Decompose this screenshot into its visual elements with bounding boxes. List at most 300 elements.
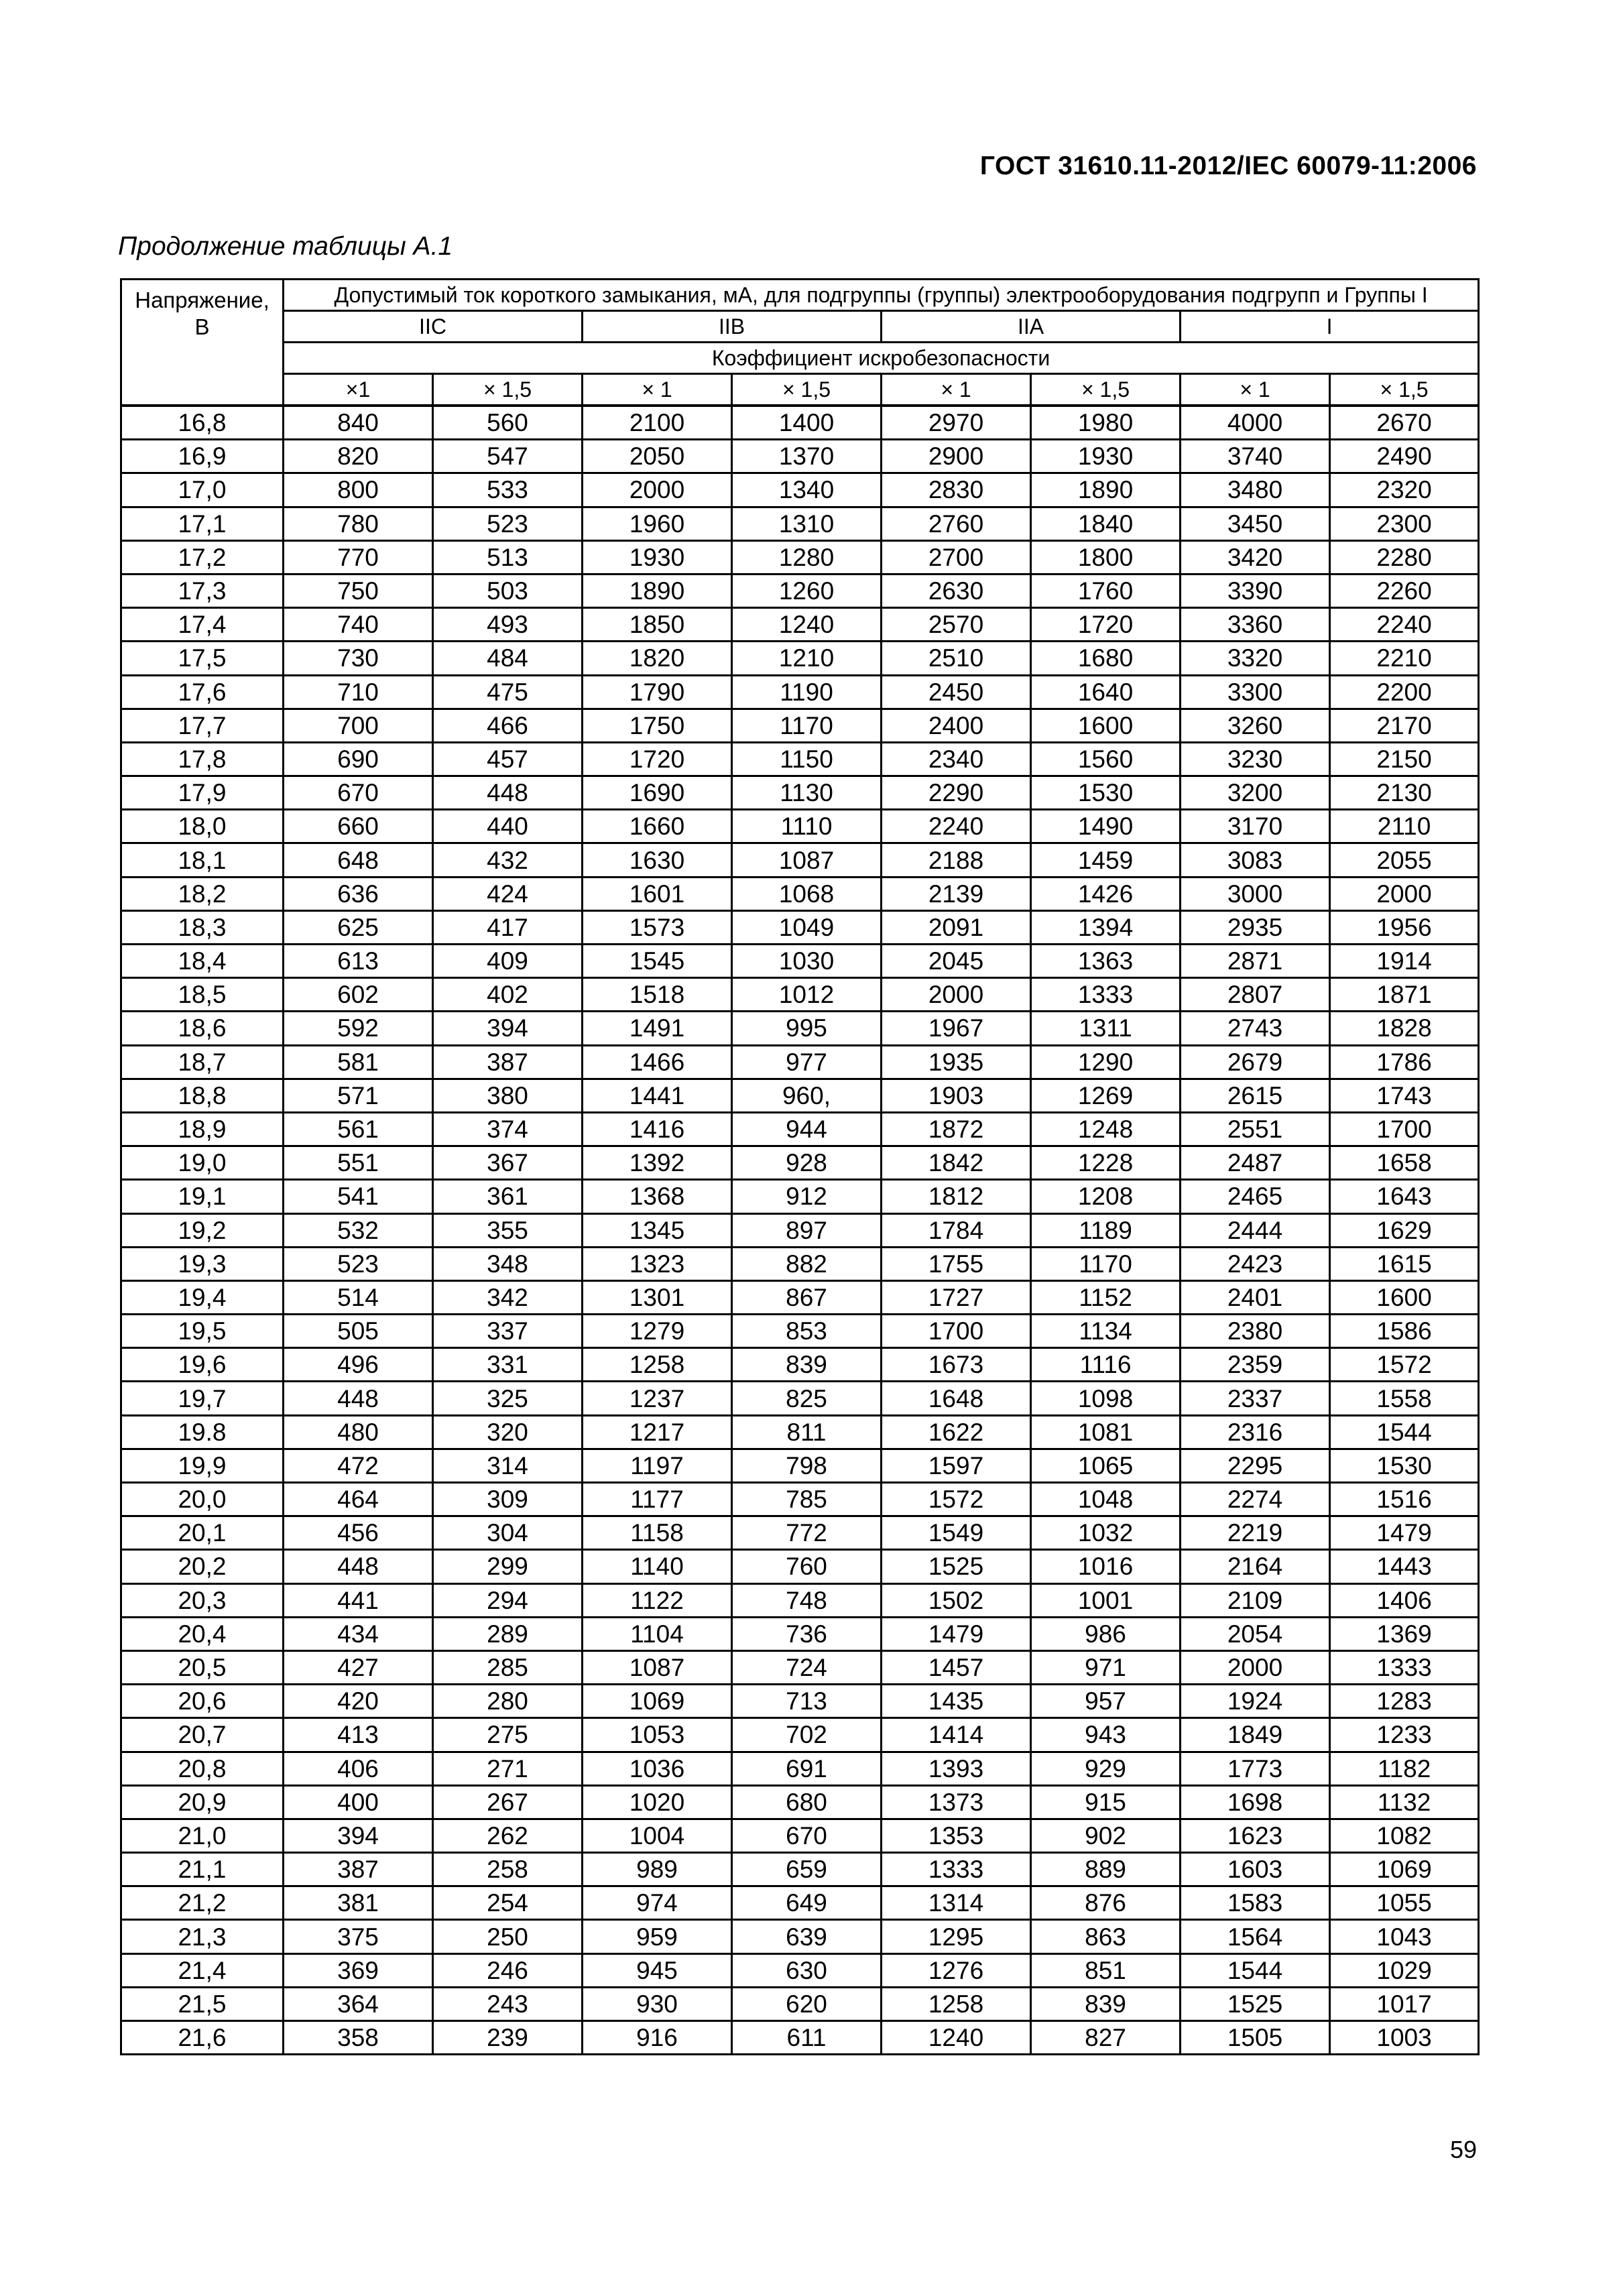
current-cell: 402: [433, 978, 583, 1012]
current-cell: 523: [284, 1247, 433, 1280]
current-cell: 361: [433, 1180, 583, 1213]
current-cell: 2000: [882, 978, 1031, 1012]
current-cell: 581: [284, 1045, 433, 1079]
current-cell: 1414: [882, 1718, 1031, 1752]
table-row: [121, 608, 1479, 642]
current-cell: 2109: [1181, 1583, 1330, 1617]
voltage-header-line-1: Напряжение,: [135, 288, 269, 312]
current-cell: 780: [284, 507, 433, 540]
current-cell: 1116: [1031, 1348, 1181, 1382]
current-cell: 4000: [1181, 406, 1330, 440]
current-cell: 1479: [882, 1617, 1031, 1650]
table-row: [121, 507, 1479, 540]
current-cell: 876: [1031, 1886, 1181, 1920]
table-row: [121, 1685, 1479, 1718]
factor-header: × 1,5: [433, 374, 583, 406]
current-cell: 304: [433, 1516, 583, 1550]
current-cell: 1760: [1031, 574, 1181, 607]
current-cell: 271: [433, 1752, 583, 1785]
voltage-cell: 18,5: [121, 978, 284, 1012]
voltage-cell: 16,9: [121, 440, 284, 473]
current-cell: 989: [583, 1853, 732, 1886]
table-caption: Продолжение таблицы А.1: [118, 232, 453, 261]
current-cell: 2295: [1181, 1449, 1330, 1482]
current-cell: 1800: [1031, 540, 1181, 574]
current-cell: 1479: [1330, 1516, 1479, 1550]
current-cell: 1130: [732, 776, 882, 810]
voltage-cell: 20,2: [121, 1550, 284, 1583]
table-row: [121, 1953, 1479, 1987]
current-cell: 448: [284, 1550, 433, 1583]
current-cell: 2807: [1181, 978, 1330, 1012]
current-cell: 2400: [882, 709, 1031, 742]
current-cell: 1630: [583, 843, 732, 877]
current-cell: 724: [732, 1650, 882, 1684]
voltage-cell: 17,2: [121, 540, 284, 574]
current-cell: 1601: [583, 877, 732, 910]
current-cell: 1727: [882, 1280, 1031, 1314]
current-cell: 851: [1031, 1953, 1181, 1987]
current-cell: 294: [433, 1583, 583, 1617]
table-row: [121, 1112, 1479, 1146]
current-cell: 613: [284, 945, 433, 978]
current-cell: 1842: [882, 1146, 1031, 1180]
current-cell: 1323: [583, 1247, 732, 1280]
current-cell: 369: [284, 1953, 433, 1987]
current-cell: 514: [284, 1280, 433, 1314]
current-cell: 1820: [583, 642, 732, 675]
table-row: [121, 1382, 1479, 1415]
current-cell: 1890: [1031, 473, 1181, 507]
current-cell: 974: [583, 1886, 732, 1920]
current-cell: 1525: [882, 1550, 1031, 1583]
current-cell: 1690: [583, 776, 732, 810]
current-cell: 1426: [1031, 877, 1181, 910]
current-cell: 320: [433, 1415, 583, 1449]
current-cell: 825: [732, 1382, 882, 1415]
current-cell: 2240: [1330, 608, 1479, 642]
current-cell: 2380: [1181, 1315, 1330, 1348]
current-cell: 2490: [1330, 440, 1479, 473]
voltage-cell: 20,1: [121, 1516, 284, 1550]
current-cell: 464: [284, 1483, 433, 1516]
current-cell: 2219: [1181, 1516, 1330, 1550]
current-cell: 1544: [1181, 1953, 1330, 1987]
voltage-cell: 19.8: [121, 1415, 284, 1449]
current-cell: 800: [284, 473, 433, 507]
current-cell: 691: [732, 1752, 882, 1785]
voltage-cell: 17,7: [121, 709, 284, 742]
current-cell: 331: [433, 1348, 583, 1382]
voltage-cell: 21,5: [121, 1987, 284, 2020]
current-cell: 670: [732, 1819, 882, 1852]
current-cell: 2320: [1330, 473, 1479, 507]
table-row: [121, 1348, 1479, 1382]
voltage-cell: 20,6: [121, 1685, 284, 1718]
current-cell: 1530: [1330, 1449, 1479, 1482]
current-cell: 811: [732, 1415, 882, 1449]
current-cell: 1240: [732, 608, 882, 642]
current-cell: 863: [1031, 1920, 1181, 1953]
current-cell: 1466: [583, 1045, 732, 1079]
table-row: [121, 709, 1479, 742]
current-cell: 1373: [882, 1785, 1031, 1819]
current-cell: 750: [284, 574, 433, 607]
current-cell: 1237: [583, 1382, 732, 1415]
current-cell: 1043: [1330, 1920, 1479, 1953]
current-cell: 785: [732, 1483, 882, 1516]
current-cell: 840: [284, 406, 433, 440]
current-cell: 960,: [732, 1079, 882, 1112]
current-cell: 1516: [1330, 1483, 1479, 1516]
current-cell: 1333: [1031, 978, 1181, 1012]
current-cell: 1004: [583, 1819, 732, 1852]
current-limits-table: [120, 278, 1480, 2055]
current-cell: 1104: [583, 1617, 732, 1650]
current-cell: 2110: [1330, 810, 1479, 843]
current-cell: 367: [433, 1146, 583, 1180]
current-cell: 1600: [1031, 709, 1181, 742]
current-cell: 254: [433, 1886, 583, 1920]
current-cell: 387: [284, 1853, 433, 1886]
table-row: [121, 1483, 1479, 1516]
current-cell: 406: [284, 1752, 433, 1785]
current-cell: 417: [433, 910, 583, 944]
current-cell: 1549: [882, 1516, 1031, 1550]
current-cell: 1087: [732, 843, 882, 877]
current-cell: 1786: [1330, 1045, 1479, 1079]
current-cell: 1600: [1330, 1280, 1479, 1314]
current-cell: 2300: [1330, 507, 1479, 540]
current-cell: 1530: [1031, 776, 1181, 810]
current-cell: 659: [732, 1853, 882, 1886]
voltage-cell: 19,9: [121, 1449, 284, 1482]
current-cell: 930: [583, 1987, 732, 2020]
group-header-iib: IIB: [583, 311, 882, 343]
current-cell: 1049: [732, 910, 882, 944]
current-cell: 1573: [583, 910, 732, 944]
current-cell: 611: [732, 2021, 882, 2055]
current-cell: 342: [433, 1280, 583, 1314]
table-row: [121, 810, 1479, 843]
current-cell: 889: [1031, 1853, 1181, 1886]
current-cell: 2290: [882, 776, 1031, 810]
voltage-cell: 18,2: [121, 877, 284, 910]
voltage-cell: 18,8: [121, 1079, 284, 1112]
current-cell: 1840: [1031, 507, 1181, 540]
current-cell: 839: [1031, 1987, 1181, 2020]
current-cell: 1773: [1181, 1752, 1330, 1785]
current-cell: 3320: [1181, 642, 1330, 675]
table-row: [121, 1583, 1479, 1617]
factor-header: × 1: [1181, 374, 1330, 406]
current-cell: 713: [732, 1685, 882, 1718]
current-cell: 1276: [882, 1953, 1031, 1987]
voltage-cell: 17,1: [121, 507, 284, 540]
current-cell: 1518: [583, 978, 732, 1012]
table-row: [121, 910, 1479, 944]
table-row: [121, 473, 1479, 507]
current-cell: 1930: [1031, 440, 1181, 473]
current-cell: 1258: [583, 1348, 732, 1382]
current-cell: 1490: [1031, 810, 1181, 843]
current-cell: 1720: [583, 742, 732, 776]
factor-header: × 1,5: [732, 374, 882, 406]
current-cell: 1069: [1330, 1853, 1479, 1886]
current-cell: 1030: [732, 945, 882, 978]
table-row: [121, 1045, 1479, 1079]
table-row: [121, 1819, 1479, 1852]
coefficient-header: Коэффициент искробезопасности: [284, 343, 1479, 374]
current-cell: 1560: [1031, 742, 1181, 776]
current-cell: 1017: [1330, 1987, 1479, 2020]
current-cell: 505: [284, 1315, 433, 1348]
table-row: [121, 1617, 1479, 1650]
current-cell: 387: [433, 1045, 583, 1079]
current-cell: 394: [284, 1819, 433, 1852]
current-cell: 1016: [1031, 1550, 1181, 1583]
current-cell: 457: [433, 742, 583, 776]
current-cell: 649: [732, 1886, 882, 1920]
current-cell: 239: [433, 2021, 583, 2055]
current-cell: 945: [583, 1953, 732, 1987]
current-cell: 1363: [1031, 945, 1181, 978]
current-cell: 760: [732, 1550, 882, 1583]
voltage-cell: 17,3: [121, 574, 284, 607]
current-cell: 380: [433, 1079, 583, 1112]
current-cell: 882: [732, 1247, 882, 1280]
current-cell: 246: [433, 1953, 583, 1987]
current-cell: 2340: [882, 742, 1031, 776]
current-cell: 1564: [1181, 1920, 1330, 1953]
current-cell: 1210: [732, 642, 882, 675]
current-cell: 1036: [583, 1752, 732, 1785]
current-cell: 1406: [1330, 1583, 1479, 1617]
current-cell: 275: [433, 1718, 583, 1752]
current-cell: 2465: [1181, 1180, 1330, 1213]
current-cell: 2100: [583, 406, 732, 440]
current-cell: 3260: [1181, 709, 1330, 742]
current-cell: 1029: [1330, 1953, 1479, 1987]
current-cell: 533: [433, 473, 583, 507]
voltage-cell: 19,2: [121, 1213, 284, 1247]
current-cell: 1544: [1330, 1415, 1479, 1449]
current-cell: 2000: [583, 473, 732, 507]
current-cell: 1872: [882, 1112, 1031, 1146]
current-cell: 1177: [583, 1483, 732, 1516]
current-cell: 2760: [882, 507, 1031, 540]
current-cell: 2170: [1330, 709, 1479, 742]
current-cell: 1134: [1031, 1315, 1181, 1348]
current-cell: 1643: [1330, 1180, 1479, 1213]
current-cell: 1622: [882, 1415, 1031, 1449]
table-row: [121, 1180, 1479, 1213]
current-cell: 1960: [583, 507, 732, 540]
current-cell: 1392: [583, 1146, 732, 1180]
current-cell: 1750: [583, 709, 732, 742]
current-cell: 730: [284, 642, 433, 675]
table-row: [121, 843, 1479, 877]
voltage-cell: 17,0: [121, 473, 284, 507]
current-cell: 2970: [882, 406, 1031, 440]
table-row: [121, 1550, 1479, 1583]
current-cell: 541: [284, 1180, 433, 1213]
voltage-cell: 21,6: [121, 2021, 284, 2055]
current-cell: 3420: [1181, 540, 1330, 574]
current-cell: 1280: [732, 540, 882, 574]
current-cell: 1400: [732, 406, 882, 440]
current-cell: 1967: [882, 1012, 1031, 1045]
current-cell: 2830: [882, 473, 1031, 507]
table-row: [121, 1247, 1479, 1280]
table-row: [121, 1718, 1479, 1752]
current-cell: 1098: [1031, 1382, 1181, 1415]
current-cell: 2743: [1181, 1012, 1330, 1045]
current-cell: 355: [433, 1213, 583, 1247]
current-cell: 394: [433, 1012, 583, 1045]
current-cell: 2337: [1181, 1382, 1330, 1415]
voltage-cell: 19,1: [121, 1180, 284, 1213]
table-body: [121, 406, 1479, 2055]
current-cell: 928: [732, 1146, 882, 1180]
current-cell: 1140: [583, 1550, 732, 1583]
voltage-cell: 16,8: [121, 406, 284, 440]
current-cell: 1314: [882, 1886, 1031, 1920]
current-cell: 496: [284, 1348, 433, 1382]
current-cell: 2150: [1330, 742, 1479, 776]
table-row: [121, 642, 1479, 675]
current-cell: 1311: [1031, 1012, 1181, 1045]
current-cell: 690: [284, 742, 433, 776]
current-cell: 620: [732, 1987, 882, 2020]
current-cell: 702: [732, 1718, 882, 1752]
current-cell: 1603: [1181, 1853, 1330, 1886]
current-cell: 1333: [1330, 1650, 1479, 1684]
current-cell: 1065: [1031, 1449, 1181, 1482]
current-cell: 358: [284, 2021, 433, 2055]
current-cell: 1150: [732, 742, 882, 776]
group-header-iic: IIC: [284, 311, 583, 343]
voltage-cell: 19,3: [121, 1247, 284, 1280]
current-cell: 493: [433, 608, 583, 642]
current-cell: 2551: [1181, 1112, 1330, 1146]
current-cell: 1132: [1330, 1785, 1479, 1819]
current-cell: 1394: [1031, 910, 1181, 944]
voltage-cell: 21,1: [121, 1853, 284, 1886]
table-row: [121, 1920, 1479, 1953]
current-cell: 772: [732, 1516, 882, 1550]
current-cell: 1720: [1031, 608, 1181, 642]
current-cell: 561: [284, 1112, 433, 1146]
current-cell: 2630: [882, 574, 1031, 607]
current-cell: 977: [732, 1045, 882, 1079]
voltage-cell: 18,9: [121, 1112, 284, 1146]
current-cell: 1353: [882, 1819, 1031, 1852]
table-row: [121, 574, 1479, 607]
current-cell: 1698: [1181, 1785, 1330, 1819]
current-cell: 639: [732, 1920, 882, 1953]
current-cell: 1003: [1330, 2021, 1479, 2055]
current-cell: 1680: [1031, 642, 1181, 675]
main-column-header: Допустимый ток короткого замыкания, мА, для подгруппы (группы) электрооборудования подгрупп и Группы I: [284, 280, 1479, 311]
current-cell: 560: [433, 406, 583, 440]
table-row: [121, 2021, 1479, 2055]
current-cell: 839: [732, 1348, 882, 1382]
voltage-cell: 21,4: [121, 1953, 284, 1987]
current-cell: 1170: [1031, 1247, 1181, 1280]
current-cell: 1812: [882, 1180, 1031, 1213]
voltage-cell: 18,3: [121, 910, 284, 944]
current-cell: 710: [284, 675, 433, 709]
current-cell: 448: [284, 1382, 433, 1415]
current-cell: 1660: [583, 810, 732, 843]
factor-header: × 1: [583, 374, 732, 406]
voltage-cell: 18,0: [121, 810, 284, 843]
current-cell: 1087: [583, 1650, 732, 1684]
table-row: [121, 1012, 1479, 1045]
current-cell: 2139: [882, 877, 1031, 910]
current-cell: 1240: [882, 2021, 1031, 2055]
current-cell: 2487: [1181, 1146, 1330, 1180]
current-cell: 736: [732, 1617, 882, 1650]
table-row: [121, 776, 1479, 810]
current-cell: 1572: [1330, 1348, 1479, 1382]
current-cell: 1048: [1031, 1483, 1181, 1516]
current-cell: 1935: [882, 1045, 1031, 1079]
current-cell: 1849: [1181, 1718, 1330, 1752]
current-cell: 1502: [882, 1583, 1031, 1617]
current-cell: 1068: [732, 877, 882, 910]
current-cell: 3360: [1181, 608, 1330, 642]
current-cell: 374: [433, 1112, 583, 1146]
current-cell: 420: [284, 1685, 433, 1718]
current-cell: 1258: [882, 1987, 1031, 2020]
current-cell: 3300: [1181, 675, 1330, 709]
current-cell: 740: [284, 608, 433, 642]
voltage-cell: 18,1: [121, 843, 284, 877]
current-cell: 2871: [1181, 945, 1330, 978]
current-cell: 959: [583, 1920, 732, 1953]
current-cell: 1914: [1330, 945, 1479, 978]
group-header-iia: IIA: [882, 311, 1181, 343]
current-cell: 1640: [1031, 675, 1181, 709]
current-cell: 1572: [882, 1483, 1031, 1516]
table-row: [121, 540, 1479, 574]
current-cell: 2210: [1330, 642, 1479, 675]
current-cell: 2260: [1330, 574, 1479, 607]
factor-header: ×1: [284, 374, 433, 406]
table-row: [121, 1752, 1479, 1785]
current-cell: 1435: [882, 1685, 1031, 1718]
voltage-cell: 21,0: [121, 1819, 284, 1852]
current-cell: 995: [732, 1012, 882, 1045]
current-cell: 1393: [882, 1752, 1031, 1785]
current-cell: 1586: [1330, 1315, 1479, 1348]
current-cell: 2316: [1181, 1415, 1330, 1449]
table-row: [121, 1449, 1479, 1482]
current-cell: 258: [433, 1853, 583, 1886]
current-cell: 2240: [882, 810, 1031, 843]
current-cell: 929: [1031, 1752, 1181, 1785]
current-cell: 2045: [882, 945, 1031, 978]
table-row: [121, 1213, 1479, 1247]
current-cell: 1755: [882, 1247, 1031, 1280]
current-cell: 1340: [732, 473, 882, 507]
voltage-cell: 20,7: [121, 1718, 284, 1752]
current-cell: 1623: [1181, 1819, 1330, 1852]
current-cell: 523: [433, 507, 583, 540]
current-cell: 748: [732, 1583, 882, 1617]
